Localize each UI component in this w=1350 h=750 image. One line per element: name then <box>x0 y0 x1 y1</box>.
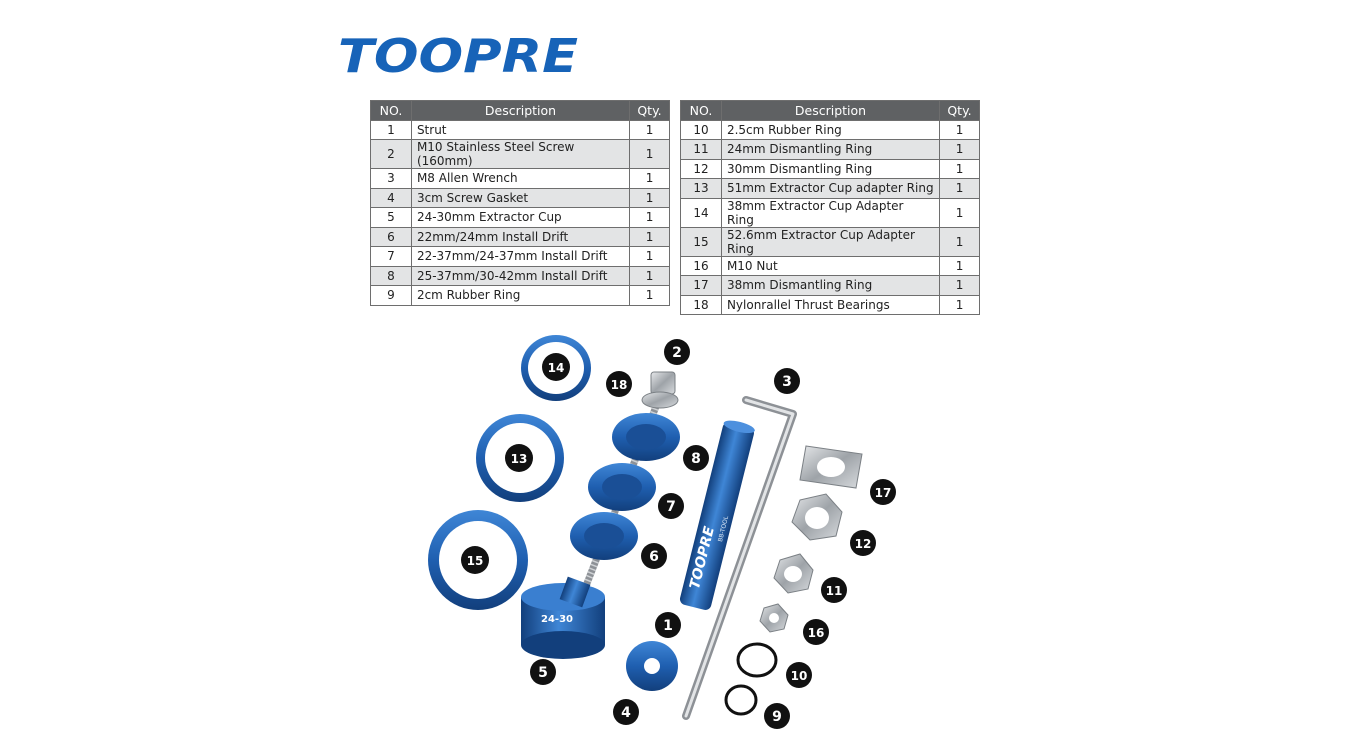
row-number: 14 <box>681 198 722 227</box>
header-description: Description <box>411 101 629 121</box>
header-no: NO. <box>371 101 412 121</box>
row-description: 22-37mm/24-37mm Install Drift <box>411 247 629 267</box>
svg-text:11: 11 <box>825 584 843 598</box>
row-number: 4 <box>371 188 412 208</box>
row-number: 10 <box>681 120 722 140</box>
row-description: 38mm Extractor Cup Adapter Ring <box>721 198 939 227</box>
header-qty: Qty. <box>940 101 980 121</box>
callout-3 <box>774 368 800 394</box>
row-qty: 1 <box>630 188 670 208</box>
svg-text:4: 4 <box>621 705 631 721</box>
svg-text:17: 17 <box>874 486 892 500</box>
row-qty: 1 <box>940 256 980 276</box>
screw-gasket <box>626 641 678 691</box>
row-description: Strut <box>411 120 629 140</box>
callout-4 <box>613 699 639 725</box>
svg-text:14: 14 <box>547 361 565 375</box>
thrust-bearing <box>642 392 678 408</box>
row-description: 52.6mm Extractor Cup Adapter Ring <box>721 227 939 256</box>
dismantling-ring-30mm <box>792 494 842 540</box>
callout-2 <box>664 339 690 365</box>
row-qty: 1 <box>940 295 980 315</box>
install-drift-8 <box>612 413 680 461</box>
rubber-ring-2-5cm <box>738 644 776 676</box>
m10-nut <box>760 604 788 632</box>
row-qty: 1 <box>630 208 670 228</box>
svg-text:7: 7 <box>666 499 676 515</box>
row-qty: 1 <box>630 266 670 286</box>
install-drift-7 <box>588 463 656 511</box>
callout-14 <box>542 353 570 381</box>
svg-text:5: 5 <box>538 665 548 681</box>
callout-7 <box>658 493 684 519</box>
row-number: 2 <box>371 140 412 169</box>
row-qty: 1 <box>940 276 980 296</box>
row-qty: 1 <box>940 159 980 179</box>
row-description: 24mm Dismantling Ring <box>721 140 939 160</box>
row-description: 2.5cm Rubber Ring <box>721 120 939 140</box>
rubber-ring-2cm <box>726 686 756 714</box>
row-description: 30mm Dismantling Ring <box>721 159 939 179</box>
callout-15 <box>461 546 489 574</box>
svg-text:15: 15 <box>466 554 484 568</box>
callout-11 <box>821 577 847 603</box>
brand-logo-text: TOOPRE <box>338 34 578 78</box>
callout-17 <box>870 479 896 505</box>
extractor-cup <box>521 577 605 659</box>
row-number: 1 <box>371 120 412 140</box>
row-qty: 1 <box>630 227 670 247</box>
dismantling-ring-24mm <box>774 554 813 593</box>
row-description: 3cm Screw Gasket <box>411 188 629 208</box>
row-number: 16 <box>681 256 722 276</box>
cup-label: 24-30 <box>541 614 573 625</box>
row-qty: 1 <box>940 198 980 227</box>
row-number: 8 <box>371 266 412 286</box>
row-number: 12 <box>681 159 722 179</box>
svg-text:10: 10 <box>790 669 808 683</box>
row-qty: 1 <box>630 140 670 169</box>
row-number: 7 <box>371 247 412 267</box>
svg-text:13: 13 <box>510 452 528 466</box>
callout-13 <box>505 444 533 472</box>
header-description: Description <box>721 101 939 121</box>
row-description: Nylonrallel Thrust Bearings <box>721 295 939 315</box>
row-number: 15 <box>681 227 722 256</box>
callout-10 <box>786 662 812 688</box>
svg-text:1: 1 <box>663 618 673 634</box>
row-description: 51mm Extractor Cup adapter Ring <box>721 179 939 199</box>
svg-text:16: 16 <box>807 626 825 640</box>
row-description: M10 Stainless Steel Screw (160mm) <box>411 140 629 169</box>
callout-5 <box>530 659 556 685</box>
row-number: 11 <box>681 140 722 160</box>
row-description: 25-37mm/30-42mm Install Drift <box>411 266 629 286</box>
row-number: 6 <box>371 227 412 247</box>
install-drift-6 <box>570 512 638 560</box>
row-description: 2cm Rubber Ring <box>411 286 629 306</box>
row-description: 24-30mm Extractor Cup <box>411 208 629 228</box>
row-description: M10 Nut <box>721 256 939 276</box>
row-description: 38mm Dismantling Ring <box>721 276 939 296</box>
callout-8 <box>683 445 709 471</box>
svg-text:12: 12 <box>854 537 872 551</box>
row-qty: 1 <box>630 169 670 189</box>
callout-12 <box>850 530 876 556</box>
callout-16 <box>803 619 829 645</box>
callout-18 <box>606 371 632 397</box>
row-number: 5 <box>371 208 412 228</box>
row-number: 17 <box>681 276 722 296</box>
strut-brand: TOOPRE <box>686 524 718 591</box>
row-qty: 1 <box>630 247 670 267</box>
svg-text:8: 8 <box>691 451 701 467</box>
header-no: NO. <box>681 101 722 121</box>
svg-text:6: 6 <box>649 549 659 565</box>
svg-text:3: 3 <box>782 374 792 390</box>
svg-text:2: 2 <box>672 345 682 361</box>
callout-9 <box>764 703 790 729</box>
callout-6 <box>641 543 667 569</box>
row-qty: 1 <box>940 179 980 199</box>
callout-1 <box>655 612 681 638</box>
row-qty: 1 <box>630 120 670 140</box>
header-qty: Qty. <box>630 101 670 121</box>
dismantling-ring-38mm <box>800 446 862 488</box>
row-number: 18 <box>681 295 722 315</box>
row-number: 13 <box>681 179 722 199</box>
row-qty: 1 <box>940 140 980 160</box>
svg-text:18: 18 <box>610 378 628 392</box>
row-number: 9 <box>371 286 412 306</box>
row-qty: 1 <box>630 286 670 306</box>
row-description: 22mm/24mm Install Drift <box>411 227 629 247</box>
row-number: 3 <box>371 169 412 189</box>
strut-model: BB-TOOL <box>716 515 731 543</box>
row-qty: 1 <box>940 227 980 256</box>
row-description: M8 Allen Wrench <box>411 169 629 189</box>
row-qty: 1 <box>940 120 980 140</box>
svg-text:9: 9 <box>772 709 782 725</box>
